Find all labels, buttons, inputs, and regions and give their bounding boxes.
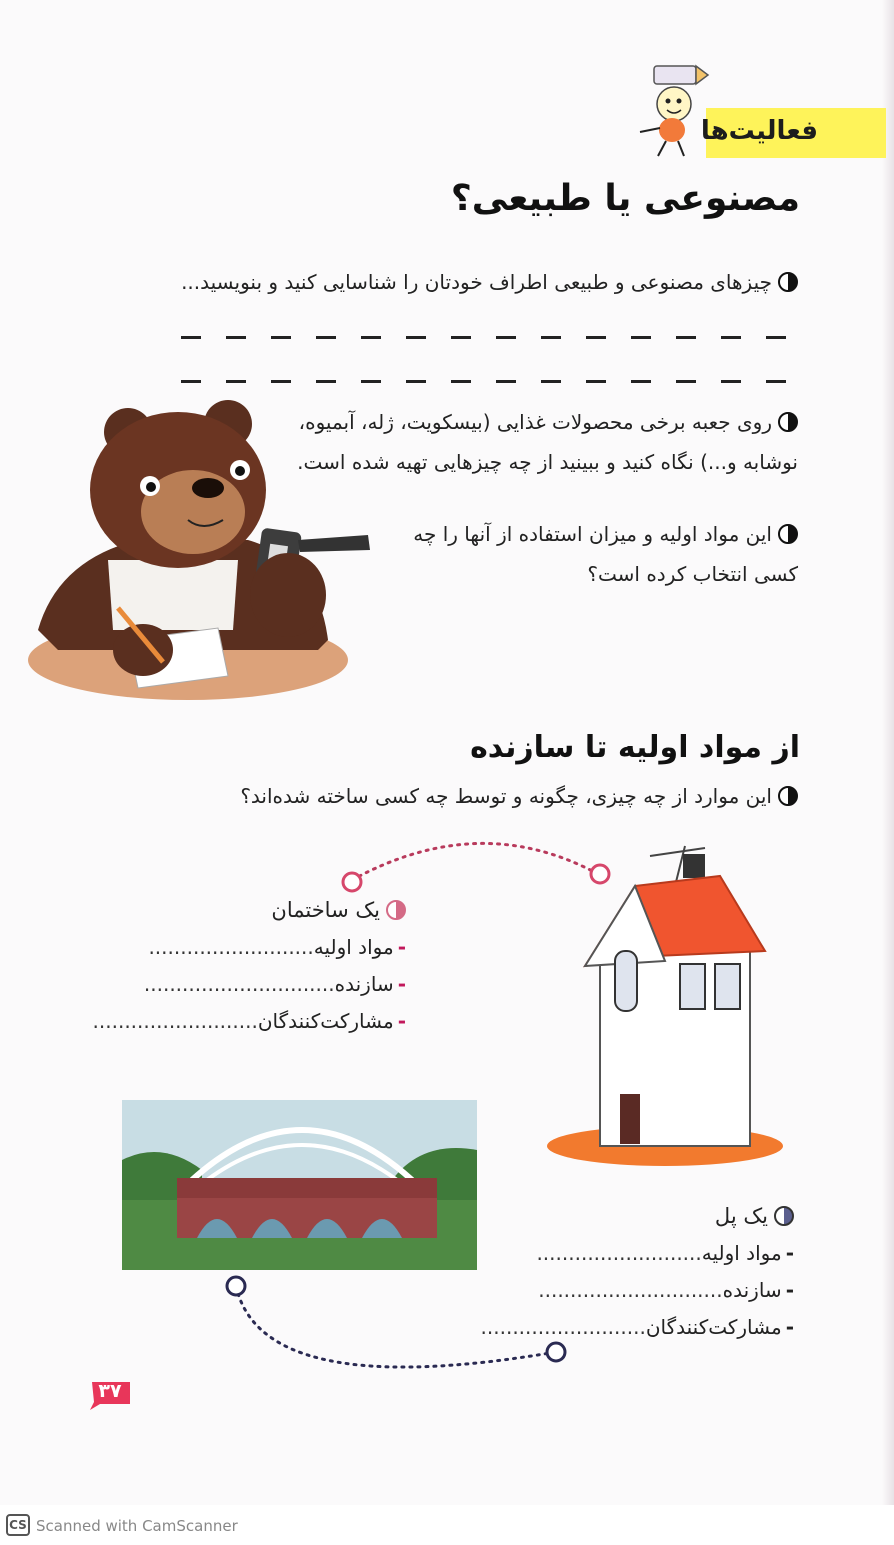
bridge-fill-block — [464, 1198, 794, 1346]
scanner-watermark-text: Scanned with CamScanner — [36, 1517, 238, 1535]
half-circle-bullet-icon — [778, 524, 798, 544]
half-circle-bullet-icon — [778, 412, 798, 432]
section-title-artificial-natural: مصنوعی یا طبیعی؟ — [450, 178, 800, 219]
answer-line-2[interactable] — [160, 380, 786, 383]
house-illustration — [545, 836, 790, 1171]
building-heading: یک ساختمان — [271, 898, 380, 922]
question-1-text: چیزهای مصنوعی و طبیعی اطراف خودتان را شناسایی کنید و بنویسید... — [181, 270, 772, 294]
section-label: فعالیت‌ها — [700, 116, 818, 146]
question-2-line-1: روی جعبه برخی محصولات غذایی (بیسکویت، ژله، آبمیوه، — [298, 410, 772, 434]
bridge-illustration — [122, 1100, 477, 1270]
answer-line-1[interactable] — [160, 336, 786, 339]
bridge-row-contributors[interactable]: -مشارکت‌کنندگان.......................... — [480, 1315, 794, 1339]
bridge-row-maker[interactable]: -سازنده............................. — [538, 1278, 794, 1302]
section-banner — [700, 108, 886, 158]
section-title-materials-to-maker: از مواد اولیه تا سازنده — [470, 730, 800, 765]
scanner-footer — [0, 1505, 894, 1545]
question-3-line-2: کسی انتخاب کرده است؟ — [587, 562, 798, 586]
question-3 — [413, 514, 798, 594]
building-fill-block — [66, 892, 406, 1040]
page-edge-shadow — [882, 0, 894, 1505]
pencil-mascot-icon — [632, 62, 712, 162]
bridge-heading: یک پل — [714, 1204, 768, 1228]
question-2-line-2: نوشابه و...) نگاه کنید و ببینید از چه چیزهایی تهیه شده است. — [297, 450, 798, 474]
page-number: ۳۷ — [86, 1378, 134, 1412]
question-3-line-1: این مواد اولیه و میزان استفاده از آنها را چه — [413, 522, 772, 546]
building-row-materials[interactable]: -مواد اولیه.......................... — [148, 935, 406, 959]
half-circle-bullet-icon — [778, 786, 798, 806]
building-row-maker[interactable]: -سازنده.............................. — [143, 972, 406, 996]
camscanner-logo-icon: CS — [6, 1514, 30, 1536]
question-1 — [181, 262, 798, 302]
section-2-question — [240, 776, 798, 816]
bridge-row-materials[interactable]: -مواد اولیه.......................... — [536, 1241, 794, 1265]
half-circle-bullet-icon — [774, 1206, 794, 1226]
bear-writing-illustration — [18, 390, 378, 702]
half-circle-bullet-icon — [386, 900, 406, 920]
building-row-contributors[interactable]: -مشارکت‌کنندگان.......................... — [92, 1009, 406, 1033]
section-2-question-text: این موارد از چه چیزی، چگونه و توسط چه کسی ساخته شده‌اند؟ — [240, 784, 772, 808]
half-circle-bullet-icon — [778, 272, 798, 292]
